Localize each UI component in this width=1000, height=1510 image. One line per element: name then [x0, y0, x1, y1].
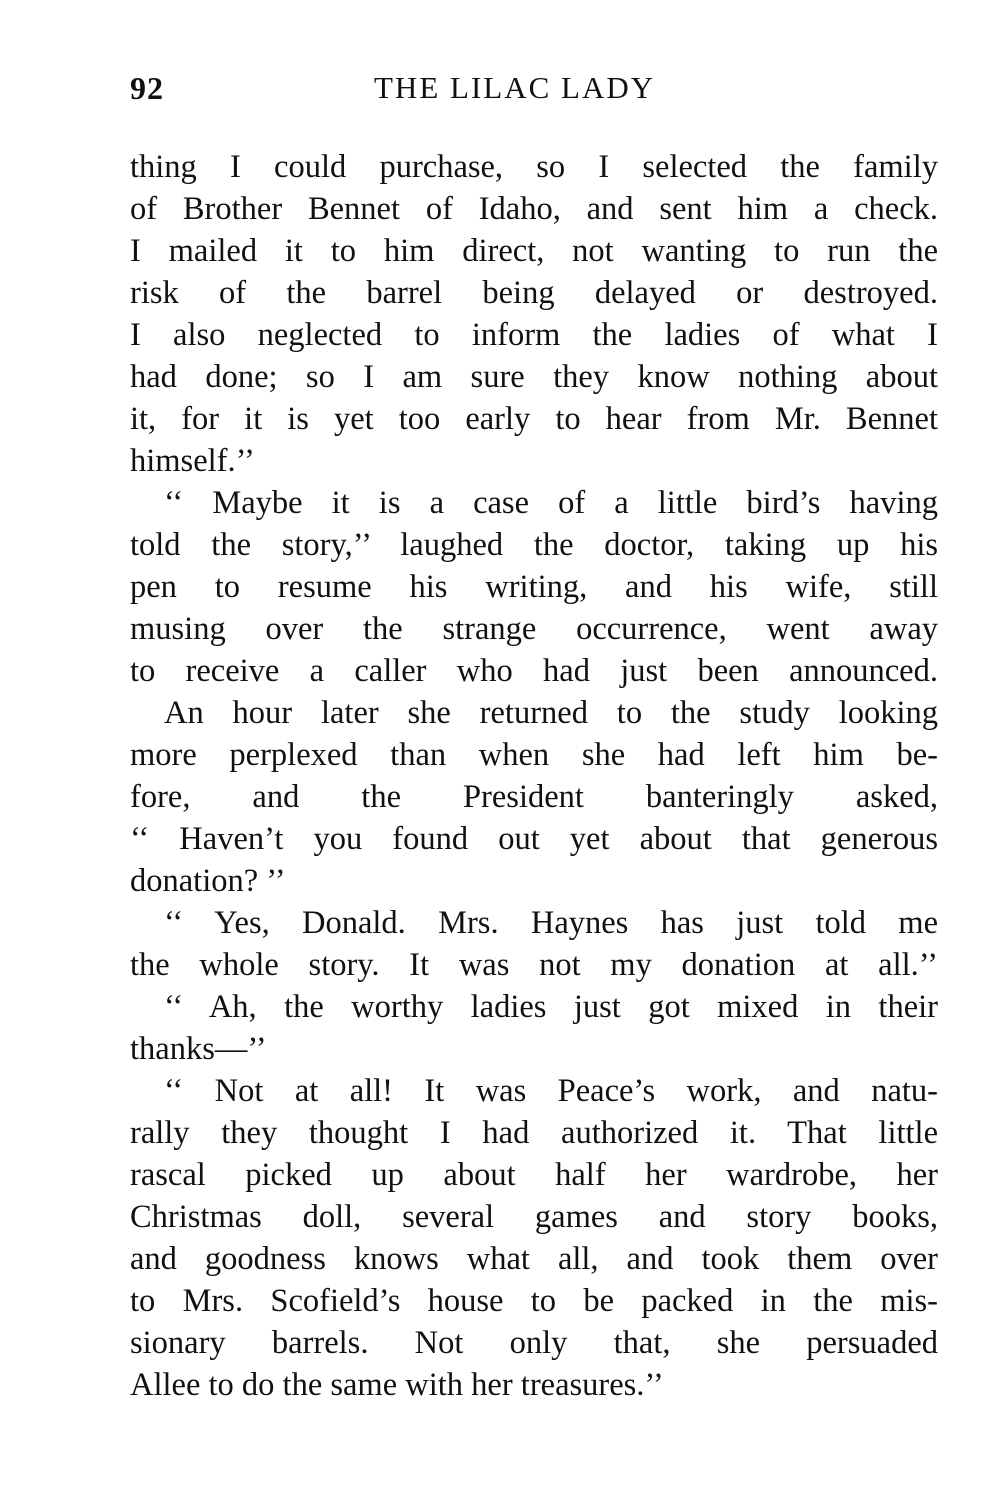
text-line: thing I could purchase, so I selected the family: [130, 149, 938, 185]
running-title: THE LILAC LADY: [374, 70, 656, 105]
text-line: ‘‘ Maybe it is a case of a little bird’s having: [164, 485, 938, 521]
text-line: himself.’’: [130, 443, 255, 479]
text-line: ‘‘ Ah, the worthy ladies just got mixed in their: [164, 989, 938, 1025]
text-line: of Brother Bennet of Idaho, and sent him a check.: [130, 191, 938, 227]
text-line: it, for it is yet too early to hear from Mr. Bennet: [130, 401, 938, 437]
text-line: Allee to do the same with her treasures.’’: [130, 1367, 664, 1403]
text-line: thanks—’’: [130, 1031, 267, 1067]
text-line: ‘‘ Haven’t you found out yet about that generous: [130, 821, 938, 857]
text-line: donation? ’’: [130, 863, 286, 899]
text-line: pen to resume his writing, and his wife, still: [130, 569, 938, 605]
text-line: to receive a caller who had just been announced.: [130, 653, 938, 689]
text-line: musing over the strange occurrence, went away: [130, 611, 938, 647]
text-line: fore, and the President banteringly asked,: [130, 779, 938, 815]
text-line: risk of the barrel being delayed or destroyed.: [130, 275, 938, 311]
text-line: Christmas doll, several games and story books,: [130, 1199, 938, 1235]
text-line: had done; so I am sure they know nothing about: [130, 359, 938, 395]
text-line: and goodness knows what all, and took them over: [130, 1241, 938, 1277]
text-line: told the story,’’ laughed the doctor, taking up his: [130, 527, 938, 563]
text-line: I also neglected to inform the ladies of what I: [130, 317, 938, 353]
text-line: to Mrs. Scofield’s house to be packed in the mis-: [130, 1283, 938, 1319]
text-line: An hour later she returned to the study looking: [164, 695, 938, 731]
text-line: sionary barrels. Not only that, she persuaded: [130, 1325, 938, 1361]
text-line: rally they thought I had authorized it. That little: [130, 1115, 938, 1151]
text-line: ‘‘ Not at all! It was Peace’s work, and natu-: [164, 1073, 938, 1109]
body-text: [130, 146, 938, 1406]
text-line: I mailed it to him direct, not wanting to run the: [130, 233, 938, 269]
text-line: the whole story. It was not my donation at all.’’: [130, 947, 938, 983]
page-number: 92: [130, 70, 164, 106]
page-header: [130, 70, 938, 114]
text-line: rascal picked up about half her wardrobe, her: [130, 1157, 938, 1193]
text-line: ‘‘ Yes, Donald. Mrs. Haynes has just told me: [164, 905, 938, 941]
text-line: more perplexed than when she had left him be-: [130, 737, 938, 773]
